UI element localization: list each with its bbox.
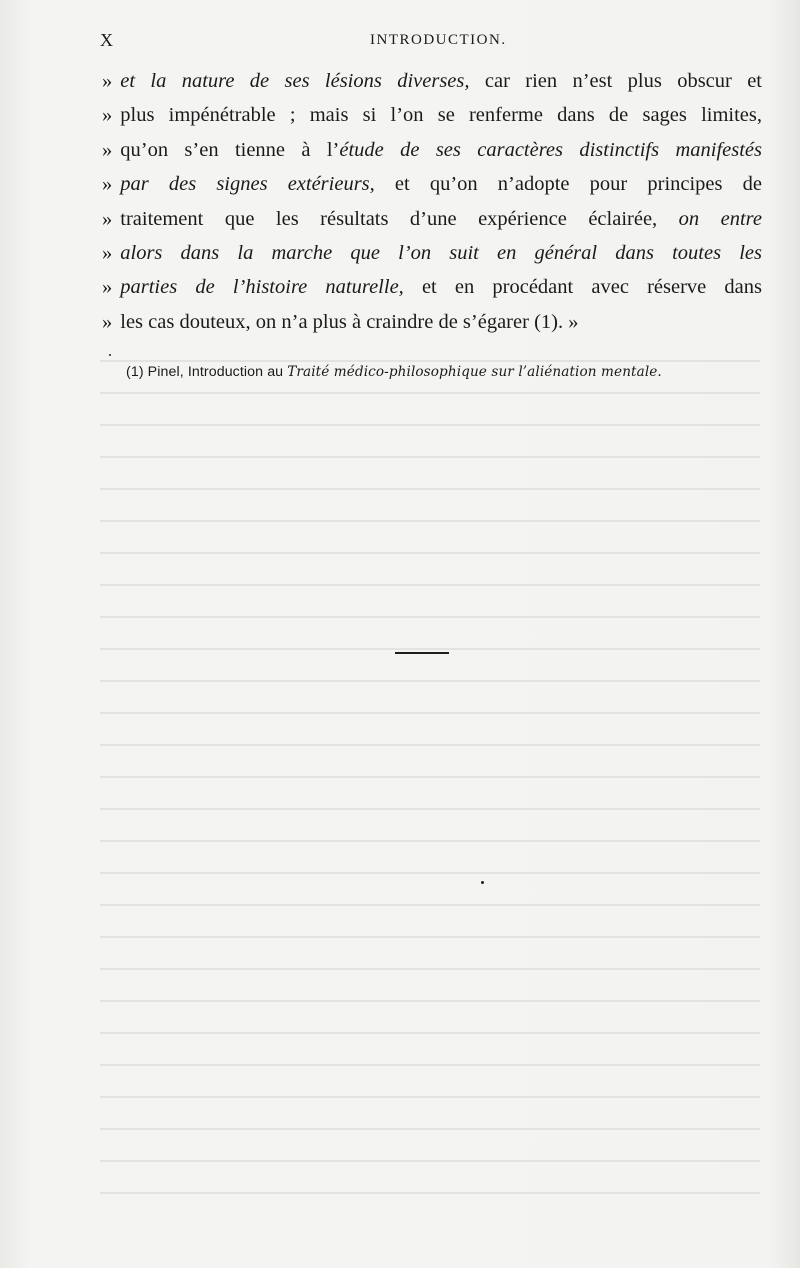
page-number: X [100, 30, 114, 50]
running-head [100, 30, 760, 54]
section-divider [395, 652, 449, 654]
text-line [102, 133, 762, 167]
text-segment: et la nature de ses lésions diverses, [120, 70, 470, 92]
quote-mark: » [102, 241, 113, 264]
text-segment: étude de ses caractères distinctifs manifestés [339, 138, 762, 161]
quoted-paragraph [102, 64, 762, 339]
footnote-cited-title: Traité médico-philosophique sur l’aliénation mentale. [287, 364, 662, 380]
text-segment: par des signes extérieurs, [120, 173, 375, 196]
text-line [102, 202, 762, 236]
ink-speck [109, 354, 111, 356]
ink-speck [481, 881, 484, 884]
text-segment: qu’on s’en tienne à l’ [120, 138, 340, 161]
quote-mark: » [102, 70, 113, 92]
quote-mark: » [102, 207, 113, 230]
text-segment: car rien n’est plus obscur et [469, 70, 762, 92]
text-line [102, 64, 762, 98]
running-title: INTRODUCTION. [370, 32, 507, 48]
text-line [102, 236, 762, 270]
quote-mark: » [102, 138, 113, 161]
footnote-number: (1) [126, 364, 144, 380]
text-line [102, 270, 762, 304]
quote-mark: » [102, 310, 113, 333]
quote-mark: » [102, 276, 113, 299]
bleed-through-texture [100, 340, 760, 1220]
text-segment: traitement que les résultats d’une expérience éclairée, [120, 207, 679, 230]
text-segment: on entre [678, 207, 762, 230]
footnote-text: Pinel, Introduction au [143, 364, 288, 380]
text-segment: les cas douteux, on n’a plus à craindre de s’égarer (1). » [120, 310, 579, 333]
text-line [102, 305, 762, 339]
text-segment: et en procédant avec réserve dans [403, 276, 762, 299]
text-line [102, 98, 762, 132]
text-segment: plus impénétrable ; mais si l’on se renferme dans de sages limites, [120, 104, 762, 127]
footnote [126, 364, 766, 380]
quote-mark: » [102, 173, 113, 196]
text-segment: parties de l’histoire naturelle, [120, 276, 404, 299]
text-line [102, 167, 762, 201]
text-segment: alors dans la marche que l’on suit en général dans toutes les [120, 241, 762, 264]
quote-mark: » [102, 104, 113, 127]
text-segment: et qu’on n’adopte pour principes de [374, 173, 762, 196]
